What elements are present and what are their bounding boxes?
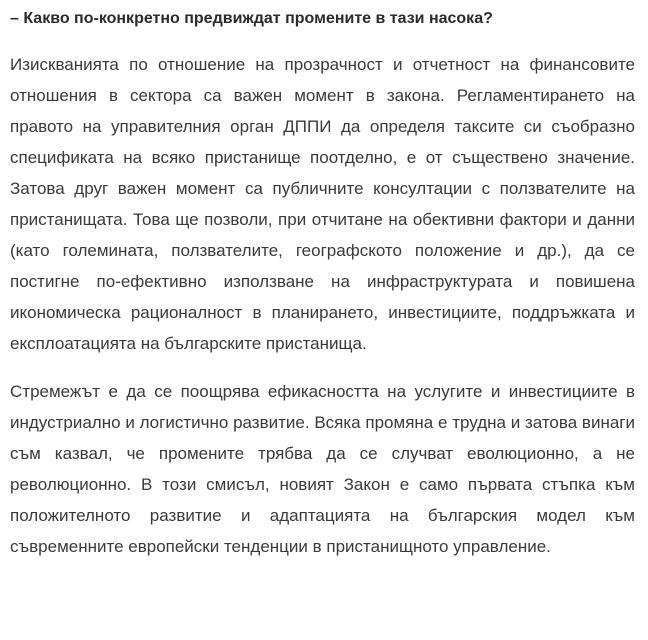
interview-question: – Какво по-конкретно предвиждат промените в тази насока? (10, 10, 493, 27)
answer-paragraph-2: Стремежът е да се поощрява ефикасността на услугите и инвестициите в индустриално и логистично развитие. Всяка промяна е трудна и затова винаги съм казвал, че промените трябва да се случват еволюционно, а не революционно. В този смисъл, новият Закон е само първата стъпка към положителното развитие и адаптацията на българския модел към съвременните европейски тенденции в пристанищното управление. (10, 382, 635, 556)
answer-paragraph-1: Изискванията по отношение на прозрачност и отчетност на финансовите отношения в сектора са важен момент в закона. Регламентирането на правото на управителния орган ДППИ да определя таксите си съобразно спецификата на всяко пристанище поотделно, е от съществено значение. Затова друг важен момент са публичните консултации с ползвателите на пристанищата. Това ще позволи, при отчитане на обективни фактори и данни (като големината, ползвателите, географското положение и др.), да се постигне по-ефективно използване на инфраструктурата и повишена икономическа рационалност в планирането, инвестициите, поддръжката и експлоатацията на българските пристанища. (10, 55, 635, 353)
article-body (0, 6, 648, 562)
